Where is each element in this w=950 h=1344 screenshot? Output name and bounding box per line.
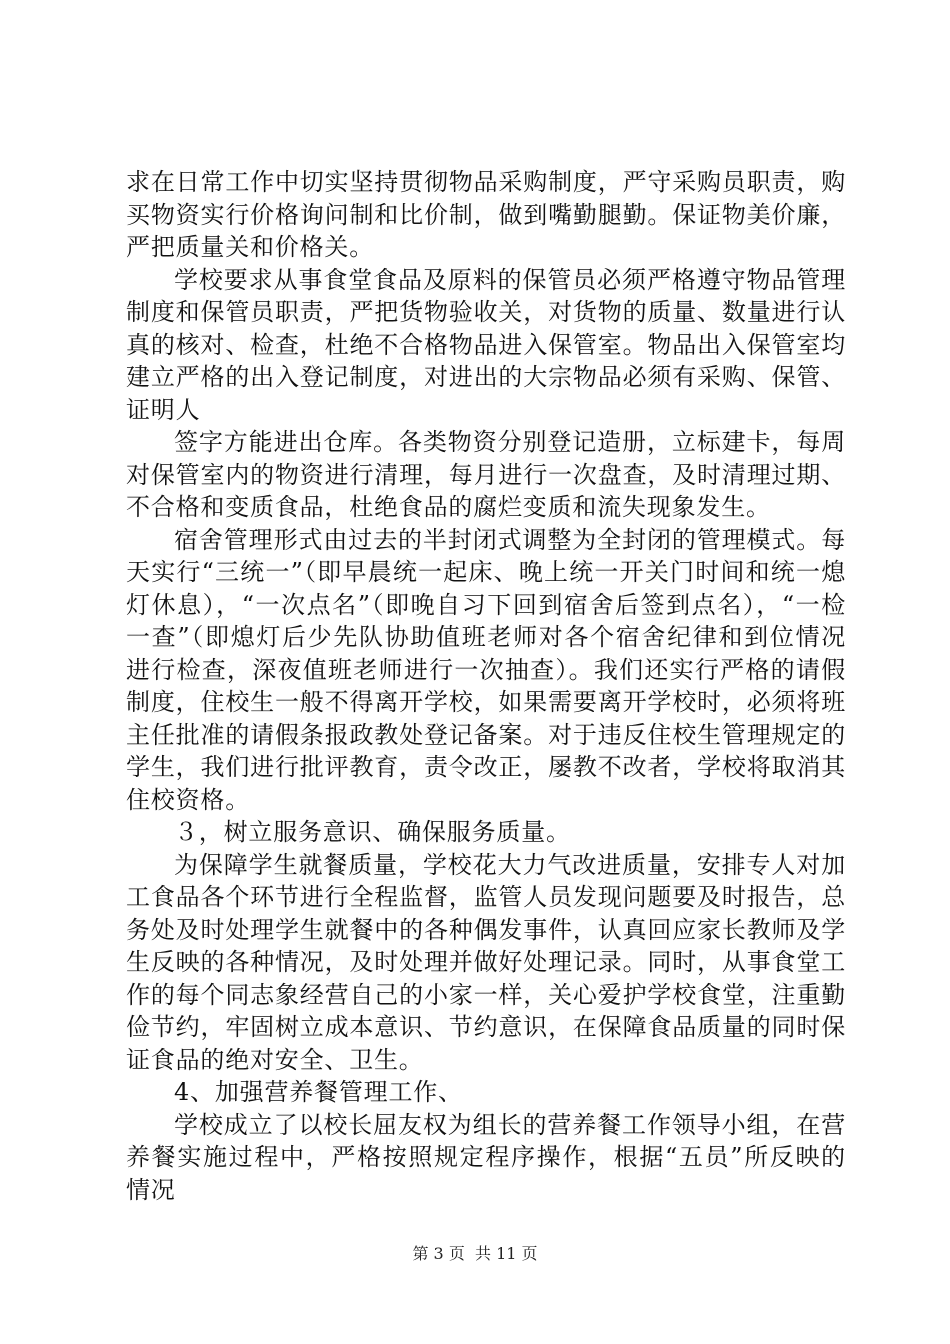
page-footer [0,1244,950,1264]
paragraph-dining-quality: 为保障学生就餐质量，学校花大力气改进质量，安排专人对加工食品各个环节进行全程监督，监管人员发现问题要及时报告，总务处及时处理学生就餐中的各种偶发事件，认真回应家长教师及学生反映的各种情况，及时处理并做好处理记录。同时，从事食堂工作的每个同志象经营自己的小家一样，关心爱护学校食堂，注重勤俭节约，牢固树立成本意识、节约意识，在保障食品质量的同时保证食品的绝对安全、卫生。 [126,850,846,1074]
paragraph-storekeeper: 学校要求从事食堂食品及原料的保管员必须严格遵守物品管理制度和保管员职责，严把货物验收关，对货物的质量、数量进行认真的核对、检查，杜绝不合格物品进入保管室。物品出入保管室均建立严格的出入登记制度，对进出的大宗物品必须有采购、保管、证明人 [126,265,846,424]
paragraph-continuation: 求在日常工作中切实坚持贯彻物品采购制度，严守采购员职责，购买物资实行价格询问制和比价制，做到嘴勤腿勤。保证物美价廉，严把质量关和价格关。 [126,168,846,261]
heading-service-awareness: ３，树立服务意识、确保服务质量。 [174,818,571,846]
paragraph-dormitory: 宿舍管理形式由过去的半封闭式调整为全封闭的管理模式。每天实行“三统一”（即早晨统一起床、晚上统一开关门时间和统一熄灯休息），“一次点名”（即晚自习下回到宿舍后签到点名），“一检一查”（即熄灯后少先队协助值班老师对各个宿舍纪律和到位情况进行检查，深夜值班老师进行一次抽查）。我们还实行严格的请假制度，住校生一般不得离开学校，如果需要离开学校时，必须将班主任批准的请假条报政教处登记备案。对于违反住校生管理规定的学生，我们进行批评教育，责令改正，屡教不改者，学校将取消其住校资格。 [126,525,846,814]
paragraph-nutrition-group: 学校成立了以校长屈友权为组长的营养餐工作领导小组，在营养餐实施过程中，严格按照规定程序操作，根据“五员”所反映的情况 [126,1110,846,1204]
document-body [126,166,846,1206]
paragraph-warehouse: 签字方能进出仓库。各类物资分别登记造册，立标建卡，每周对保管室内的物资进行清理，每月进行一次盘查，及时清理过期、不合格和变质食品，杜绝食品的腐烂变质和流失现象发生。 [126,428,846,521]
heading-nutrition-meal: 4、加强营养餐管理工作、 [174,1078,463,1106]
page-number: 第 3 页 共 11 页 [412,1244,538,1263]
